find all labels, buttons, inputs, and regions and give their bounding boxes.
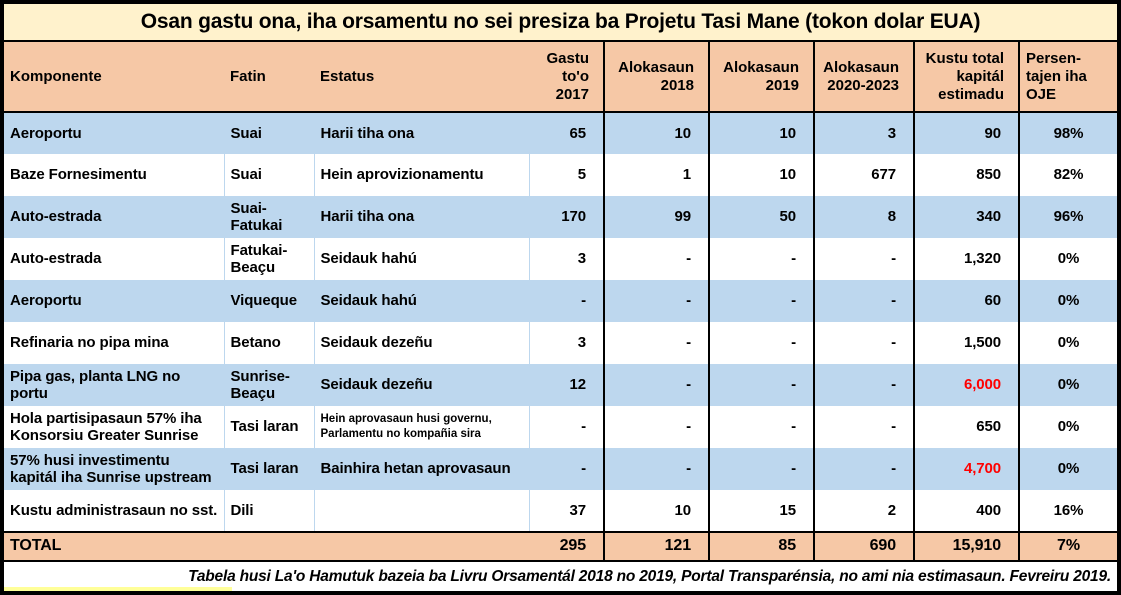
cell-gastu: 5	[529, 154, 604, 196]
cell-estatus: Seidauk hahú	[314, 280, 529, 322]
cell-gastu: 3	[529, 322, 604, 364]
cell-persen: 0%	[1019, 280, 1117, 322]
cell-kustu: 1,320	[914, 238, 1019, 280]
total-kustu-total: 15,910	[914, 532, 1019, 561]
cell-kustu: 1,500	[914, 322, 1019, 364]
cell-a2019: 15	[709, 490, 814, 532]
cell-komponente: Kustu administrasaun no sst.	[4, 490, 224, 532]
col-header-komponente: Komponente	[4, 42, 224, 112]
col-header-kustu-total: Kustu total kapitál estimadu	[914, 42, 1019, 112]
cell-a2019: -	[709, 280, 814, 322]
cell-kustu: 340	[914, 196, 1019, 238]
cell-gastu: -	[529, 448, 604, 490]
cell-a2018: 99	[604, 196, 709, 238]
total-row	[4, 532, 1117, 561]
cell-a2019: -	[709, 448, 814, 490]
cell-kustu: 90	[914, 112, 1019, 154]
cell-estatus: Seidauk hahú	[314, 238, 529, 280]
total-alokasaun-2018: 121	[604, 532, 709, 561]
cell-a2018: 10	[604, 490, 709, 532]
cell-estatus: Harii tiha ona	[314, 196, 529, 238]
col-header-persentajen-oje: Persen-tajen iha OJE	[1019, 42, 1117, 112]
cell-komponente: Auto-estrada	[4, 196, 224, 238]
cell-fatin: Tasi laran	[224, 448, 314, 490]
cell-a2019: -	[709, 364, 814, 406]
cell-gastu: 12	[529, 364, 604, 406]
page-title: Osan gastu ona, iha orsamentu no sei presiza ba Projetu Tasi Mane (tokon dolar EUA)	[4, 4, 1117, 42]
cell-gastu: 170	[529, 196, 604, 238]
cell-gastu: 37	[529, 490, 604, 532]
cell-a2018: -	[604, 280, 709, 322]
cell-komponente: Aeroportu	[4, 112, 224, 154]
cell-a2018: -	[604, 322, 709, 364]
cell-komponente: Baze Fornesimentu	[4, 154, 224, 196]
table-total	[4, 532, 1117, 561]
cell-kustu: 4,700	[914, 448, 1019, 490]
header-row	[4, 42, 1117, 112]
cell-a2019: 50	[709, 196, 814, 238]
cell-gastu: 65	[529, 112, 604, 154]
cell-kustu: 400	[914, 490, 1019, 532]
cell-a2020: -	[814, 364, 914, 406]
cell-kustu: 650	[914, 406, 1019, 448]
total-alokasaun-2019: 85	[709, 532, 814, 561]
cell-fatin: Viqueque	[224, 280, 314, 322]
total-persentajen: 7%	[1019, 532, 1117, 561]
cell-gastu: -	[529, 406, 604, 448]
cell-komponente: Hola partisipasaun 57% iha Konsorsiu Greater Sunrise	[4, 406, 224, 448]
cell-a2019: 10	[709, 154, 814, 196]
cell-a2019: -	[709, 406, 814, 448]
cell-persen: 16%	[1019, 490, 1117, 532]
cell-komponente: Aeroportu	[4, 280, 224, 322]
total-gastu-2017: 295	[529, 532, 604, 561]
cell-fatin: Betano	[224, 322, 314, 364]
cell-a2018: 10	[604, 112, 709, 154]
total-label: TOTAL	[4, 532, 529, 561]
cell-gastu: 3	[529, 238, 604, 280]
cell-estatus: Hein aprovizionamentu	[314, 154, 529, 196]
table-row	[4, 238, 1117, 280]
cell-persen: 0%	[1019, 238, 1117, 280]
cell-persen: 98%	[1019, 112, 1117, 154]
table-row	[4, 196, 1117, 238]
total-alokasaun-2020-2023: 690	[814, 532, 914, 561]
cell-a2018: -	[604, 406, 709, 448]
table-row	[4, 280, 1117, 322]
cell-persen: 0%	[1019, 448, 1117, 490]
table-header	[4, 42, 1117, 112]
cell-a2020: -	[814, 322, 914, 364]
cell-fatin: Tasi laran	[224, 406, 314, 448]
cell-komponente: Pipa gas, planta LNG no portu	[4, 364, 224, 406]
cell-estatus: Seidauk dezeñu	[314, 364, 529, 406]
cell-komponente: 57% husi investimentu kapitál iha Sunrise upstream	[4, 448, 224, 490]
cell-a2020: -	[814, 238, 914, 280]
cell-a2018: 1	[604, 154, 709, 196]
table-row	[4, 364, 1117, 406]
table-body	[4, 112, 1117, 532]
col-header-alokasaun-2019: Alokasaun 2019	[709, 42, 814, 112]
col-header-gastu-2017: Gastu to'o 2017	[529, 42, 604, 112]
cell-persen: 0%	[1019, 322, 1117, 364]
cell-a2020: 8	[814, 196, 914, 238]
cell-komponente: Auto-estrada	[4, 238, 224, 280]
cell-fatin: Suai	[224, 112, 314, 154]
source-note: Tabela husi La'o Hamutuk bazeia ba Livru Orsamentál 2018 no 2019, Portal Transparénsia, no ami nia estimasaun. Fevreiru 2019.	[4, 562, 1117, 592]
cell-fatin: Fatukai-Beaçu	[224, 238, 314, 280]
cell-fatin: Dili	[224, 490, 314, 532]
cell-persen: 96%	[1019, 196, 1117, 238]
cell-a2020: -	[814, 406, 914, 448]
table-row	[4, 112, 1117, 154]
cell-a2019: -	[709, 238, 814, 280]
col-header-alokasaun-2018: Alokasaun 2018	[604, 42, 709, 112]
table-row	[4, 448, 1117, 490]
table-row	[4, 322, 1117, 364]
cell-kustu: 6,000	[914, 364, 1019, 406]
cell-a2020: 677	[814, 154, 914, 196]
cell-gastu: -	[529, 280, 604, 322]
cell-komponente: Refinaria no pipa mina	[4, 322, 224, 364]
cell-persen: 0%	[1019, 364, 1117, 406]
table-row	[4, 154, 1117, 196]
cell-estatus: Hein aprovasaun husi governu, Parlamentu no kompañia sira	[314, 406, 529, 448]
cell-a2020: 2	[814, 490, 914, 532]
col-header-alokasaun-2020-2023: Alokasaun 2020-2023	[814, 42, 914, 112]
table-row	[4, 490, 1117, 532]
cell-persen: 0%	[1019, 406, 1117, 448]
cell-fatin: Suai	[224, 154, 314, 196]
cell-a2019: -	[709, 322, 814, 364]
cell-estatus: Seidauk dezeñu	[314, 322, 529, 364]
cell-estatus: Bainhira hetan aprovasaun	[314, 448, 529, 490]
col-header-fatin: Fatin	[224, 42, 314, 112]
table-row	[4, 406, 1117, 448]
cell-a2018: -	[604, 448, 709, 490]
cell-a2020: -	[814, 280, 914, 322]
cell-a2018: -	[604, 238, 709, 280]
cell-a2020: 3	[814, 112, 914, 154]
cell-fatin: Sunrise-Beaçu	[224, 364, 314, 406]
cell-fatin: Suai-Fatukai	[224, 196, 314, 238]
cell-a2019: 10	[709, 112, 814, 154]
cell-a2018: -	[604, 364, 709, 406]
cell-kustu: 60	[914, 280, 1019, 322]
yellow-highlight-strip	[4, 587, 232, 591]
cell-a2020: -	[814, 448, 914, 490]
cell-estatus: Harii tiha ona	[314, 112, 529, 154]
col-header-estatus: Estatus	[314, 42, 529, 112]
cell-kustu: 850	[914, 154, 1019, 196]
cell-estatus	[314, 490, 529, 532]
budget-table	[4, 42, 1117, 562]
cell-persen: 82%	[1019, 154, 1117, 196]
